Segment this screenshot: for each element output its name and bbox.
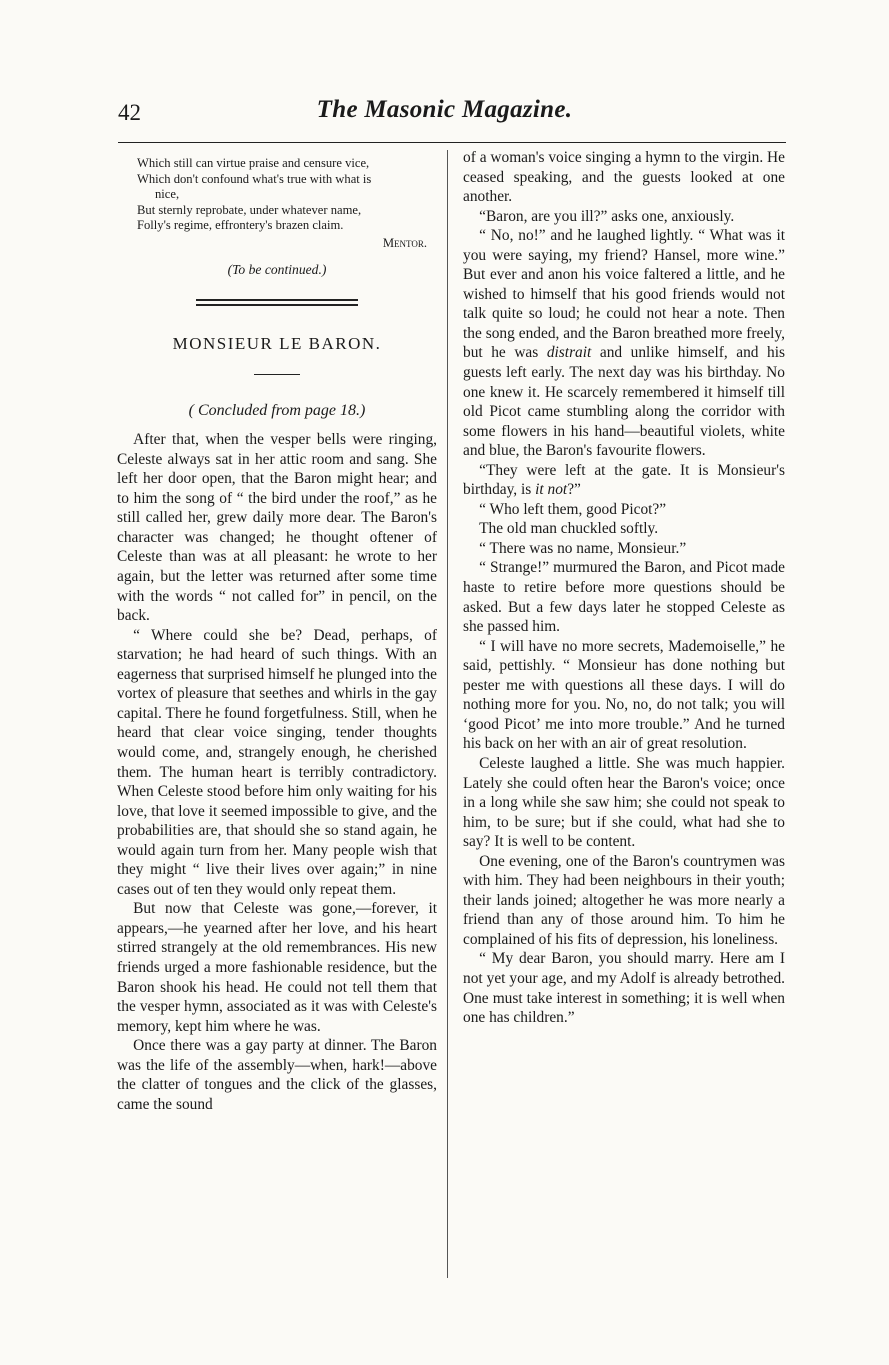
left-column	[117, 148, 437, 1114]
story-subtitle: ( Concluded from page 18.)	[188, 401, 366, 419]
paragraph: Celeste laughed a little. She was much happier. Lately she could often hear the Baron's voice; once in a long while she saw him; she could not speak to him, to be sure; but if she could, what had she to say? It is well to be content.	[463, 754, 785, 851]
paragraph-text: ?”	[567, 481, 581, 499]
paragraph-text: and unlike himself, and his guests left early. The next day was his birthday. No one knew it. He scarcely remembered it himself till old Picot came stumbling along the corridor with some flowers in his hand—beautiful violets, white and blue, the Baron's favourite flowers.	[463, 344, 786, 460]
verse-line: nice,	[155, 187, 180, 202]
verse-line: Folly's regime, effrontery's brazen claim.	[137, 218, 344, 233]
title-rule	[254, 374, 300, 375]
paragraph: But now that Celeste was gone,—forever, it appears,—he yearned after her love, and his heart stirred strangely at the old remembrances. His new friends urged a more fashionable residence, but the Baron shook his head. He could not tell them that the vesper hymn, associated as it was with Celeste's memory, kept him where he was.	[117, 900, 437, 1035]
paragraph-text: “ No, no!” and he laughed lightly. “ What was it you were saying, my friend? Hansel, more wine.” But ever and anon his voice faltered a little, and he wished to himself that his good friends would not talk quite so loud; he could not hear a note. Then the song ended, and the Baron breathed more freely, but he was	[463, 227, 785, 362]
verse-line: But sternly reprobate, under whatever name,	[137, 202, 362, 217]
paragraph: “ Strange!” murmured the Baron, and Picot made haste to retire before more questions should be asked. But a few days later he stopped Celeste as she passed him.	[463, 559, 785, 636]
verse-line: Which still can virtue praise and censure vice,	[137, 156, 370, 170]
paragraph	[463, 226, 785, 461]
to-be-continued: (To be continued.)	[227, 261, 327, 277]
story-title: MONSIEUR LE BARON.	[172, 334, 382, 354]
paragraph-text: “They were left at the gate. It is Monsieur's birthday, is	[463, 461, 785, 499]
page-header	[0, 0, 889, 150]
running-title: The Masonic Magazine.	[316, 96, 573, 123]
paragraph: The old man chuckled softly.	[479, 520, 659, 538]
italic-text: it not	[535, 481, 568, 499]
verse-block	[117, 156, 437, 252]
column-divider	[447, 150, 448, 1278]
right-column	[463, 148, 785, 1028]
paragraph: One evening, one of the Baron's countrymen was with him. They had been neighbours in their youth; their lands joined; altogether he was more nearly a friend than any of those around him. To him he complained of his fits of depression, his loneliness.	[463, 852, 785, 948]
paragraph	[463, 461, 785, 500]
paragraph: “ Who left them, good Picot?”	[479, 500, 667, 518]
paragraph: “ There was no name, Monsieur.”	[479, 539, 687, 557]
verse-signature: Mentor.	[382, 235, 427, 250]
verse-line: Which don't confound what's true with what is	[137, 171, 372, 186]
header-rule	[118, 142, 786, 143]
paragraph: of a woman's voice singing a hymn to the virgin. He ceased speaking, and the guests looked at one another.	[463, 149, 785, 206]
paragraph: Once there was a gay party at dinner. The Baron was the life of the assembly—when, hark!—above the clatter of tongues and the click of the glasses, came the sound	[117, 1037, 437, 1113]
double-rule-ornament	[196, 299, 358, 306]
paragraph: “ I will have no more secrets, Mademoiselle,” he said, pettishly. “ Monsieur has done nothing but pester me with questions all these days. I will do nothing more for you. No, no, do not talk; you will ‘good Picot’ me into more trouble.” And he turned his back on her with an air of great resolution.	[463, 637, 785, 753]
paragraph: After that, when the vesper bells were ringing, Celeste always sat in her attic room and sang. She left her door open, that the Baron might hear; and to him the song of “ the bird under the roof,” as he still called her, grew daily more dear. The Baron's character was changed; he thought oftener of Celeste than was at all pleasant: he wrote to her again, but the letter was returned after some time with the words “ not called for” in pencil, on the back.	[117, 431, 437, 625]
paragraph: “ My dear Baron, you should marry. Here am I not yet your age, and my Adolf is already betrothed. One must take interest in something; it is well when one has children.”	[463, 950, 785, 1027]
italic-text: distrait	[546, 344, 592, 362]
page-number: 42	[118, 100, 141, 125]
paragraph: “ Where could she be? Dead, perhaps, of starvation; he had heard of such things. With an eagerness that surprised himself he plunged into the vortex of pleasure that seethes and whirls in the gay capital. There he found forgetfulness. Still, when he heard that clear voice singing, tender thoughts would come, and, strangely enough, he cherished them. The human heart is terribly contradictory. When Celeste stood before him only waiting for his love, that love it seemed impossible to give, and the probabilities are, that should she so stand again, he would again turn from her. Many people wish that they might “ live their lives over again;” in nine cases out of ten they would only repeat them.	[117, 626, 437, 898]
paragraph: “Baron, are you ill?” asks one, anxiously.	[479, 207, 735, 225]
